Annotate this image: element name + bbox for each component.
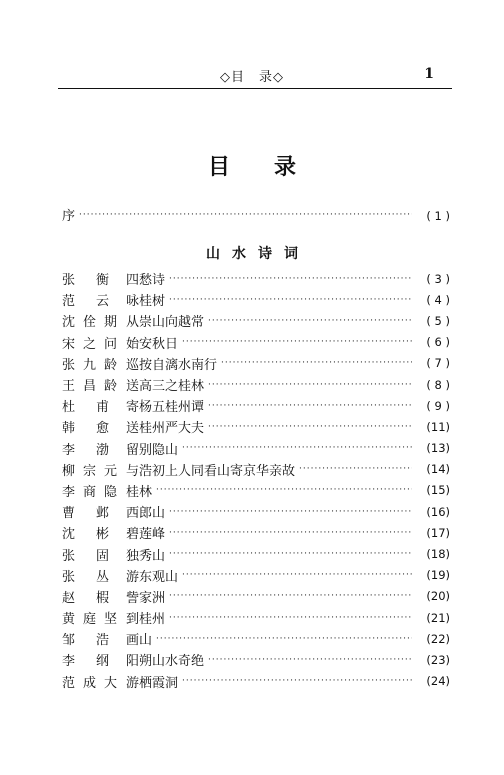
- dot-leader: [208, 422, 412, 432]
- dot-leader: [299, 464, 412, 474]
- toc-title: 游栖霞洞: [126, 675, 179, 691]
- toc-title: 寄杨五桂州谭: [126, 400, 205, 416]
- toc-author: 范成大: [62, 675, 117, 691]
- toc-author: 杜甫: [62, 400, 109, 416]
- toc-page-ref: (24): [426, 674, 450, 689]
- toc-title: 游东观山: [126, 569, 179, 585]
- toc-page-ref: (16): [426, 504, 450, 519]
- toc-entry[interactable]: [62, 607, 450, 628]
- dot-leader: [169, 274, 412, 284]
- dot-leader: [156, 634, 412, 644]
- toc-title: 与浩初上人同看山寄京华亲故: [126, 463, 296, 479]
- toc-entry[interactable]: [62, 501, 450, 522]
- toc-title: 西郎山: [126, 506, 166, 522]
- dot-leader: [169, 528, 412, 538]
- toc-entry[interactable]: [62, 543, 450, 564]
- toc-entry[interactable]: [62, 374, 450, 395]
- toc-title: 訾家洲: [126, 590, 166, 606]
- toc-page-ref: (11): [426, 419, 450, 434]
- toc-title: 到桂州: [126, 612, 166, 628]
- toc-author: 李纲: [62, 654, 109, 670]
- toc-title: 巡按自漓水南行: [126, 357, 218, 373]
- toc-page-ref: ( 6 ): [426, 335, 450, 350]
- dot-leader: [169, 507, 412, 517]
- toc-title: 留别隐山: [126, 442, 179, 458]
- toc-entry[interactable]: [62, 671, 450, 692]
- toc-author: 张丛: [62, 569, 109, 585]
- dot-leader: [182, 337, 412, 347]
- toc-entry[interactable]: [62, 289, 450, 310]
- toc-page-ref: ( 4 ): [426, 292, 450, 307]
- toc-page-ref: ( 8 ): [426, 377, 450, 392]
- toc-title: 碧莲峰: [126, 527, 166, 543]
- toc-entry[interactable]: [62, 649, 450, 670]
- toc-entry[interactable]: [62, 522, 450, 543]
- dot-leader: [208, 316, 412, 326]
- dot-leader: [156, 485, 412, 495]
- toc-entry[interactable]: [62, 565, 450, 586]
- toc-page-ref: (14): [426, 462, 450, 477]
- toc-author: 韩愈: [62, 421, 109, 437]
- toc-author: 王昌龄: [62, 379, 117, 395]
- toc-title: 送高三之桂林: [126, 379, 205, 395]
- toc-page-ref: (21): [426, 610, 450, 625]
- dot-leader: [169, 591, 412, 601]
- toc-title: 画山: [126, 633, 153, 649]
- toc-page-ref: (22): [426, 631, 450, 646]
- toc-entry[interactable]: [62, 395, 450, 416]
- toc-author: 柳宗元: [62, 463, 117, 479]
- toc-entry[interactable]: [62, 353, 450, 374]
- toc-author: 沈彬: [62, 527, 109, 543]
- toc-author: 曹邺: [62, 506, 109, 522]
- dot-leader: [169, 549, 412, 559]
- toc-title: 桂林: [126, 484, 153, 500]
- toc-title: 始安秋日: [126, 336, 179, 352]
- toc-author: 沈佺期: [62, 315, 117, 331]
- toc-entry[interactable]: [62, 586, 450, 607]
- dot-leader: [79, 210, 412, 220]
- preface-page-ref: ( 1 ): [426, 209, 450, 223]
- dot-leader: [208, 401, 412, 411]
- toc-title: 阳朔山水奇绝: [126, 654, 205, 670]
- dot-leader: [208, 380, 412, 390]
- toc-page-ref: ( 3 ): [426, 271, 450, 286]
- toc-page-ref: (18): [426, 547, 450, 562]
- section-heading: 山水诗词: [206, 246, 310, 262]
- toc-entry[interactable]: [62, 480, 450, 501]
- toc-page-ref: (17): [426, 525, 450, 540]
- dot-leader: [182, 676, 412, 686]
- dot-leader: [169, 295, 412, 305]
- toc-author: 邹浩: [62, 633, 109, 649]
- toc-author: 李渤: [62, 442, 109, 458]
- toc-author: 黄庭坚: [62, 612, 117, 628]
- toc-author: 李商隐: [62, 484, 117, 500]
- toc-page-ref: (19): [426, 568, 450, 583]
- toc-author: 宋之问: [62, 336, 117, 352]
- page-title: 目录: [207, 154, 340, 180]
- toc-entry[interactable]: [62, 268, 450, 289]
- toc-author: 张九龄: [62, 357, 117, 373]
- toc-entry[interactable]: [62, 459, 450, 480]
- toc-author: 范云: [62, 294, 109, 310]
- toc-page-ref: (23): [426, 652, 450, 667]
- dot-leader: [182, 570, 412, 580]
- toc-title: 四愁诗: [126, 273, 166, 289]
- toc-page-ref: ( 9 ): [426, 398, 450, 413]
- dot-leader: [221, 358, 412, 368]
- toc-entry[interactable]: [62, 332, 450, 353]
- dot-leader: [182, 443, 412, 453]
- toc-page-ref: ( 5 ): [426, 313, 450, 328]
- page-number: 1: [424, 66, 434, 82]
- header-rule: [58, 88, 452, 89]
- running-head: ◇目 录◇: [220, 70, 284, 85]
- dot-leader: [208, 655, 412, 665]
- toc-author: 张固: [62, 548, 109, 564]
- toc-page-ref: ( 7 ): [426, 356, 450, 371]
- toc-list: [62, 268, 450, 692]
- toc-entry[interactable]: [62, 628, 450, 649]
- toc-title: 送桂州严大夫: [126, 421, 205, 437]
- toc-entry[interactable]: [62, 310, 450, 331]
- preface-label: 序: [62, 209, 76, 224]
- toc-page-ref: (15): [426, 483, 450, 498]
- toc-page-ref: (20): [426, 589, 450, 604]
- toc-title: 独秀山: [126, 548, 166, 564]
- toc-entry[interactable]: [62, 438, 450, 459]
- toc-entry[interactable]: [62, 416, 450, 437]
- toc-preface-entry[interactable]: [62, 205, 450, 224]
- toc-author: 赵椵: [62, 590, 109, 606]
- toc-title: 从崇山向越常: [126, 315, 205, 331]
- toc-title: 咏桂树: [126, 294, 166, 310]
- toc-author: 张衡: [62, 273, 109, 289]
- dot-leader: [169, 613, 412, 623]
- toc-page-ref: (13): [426, 441, 450, 456]
